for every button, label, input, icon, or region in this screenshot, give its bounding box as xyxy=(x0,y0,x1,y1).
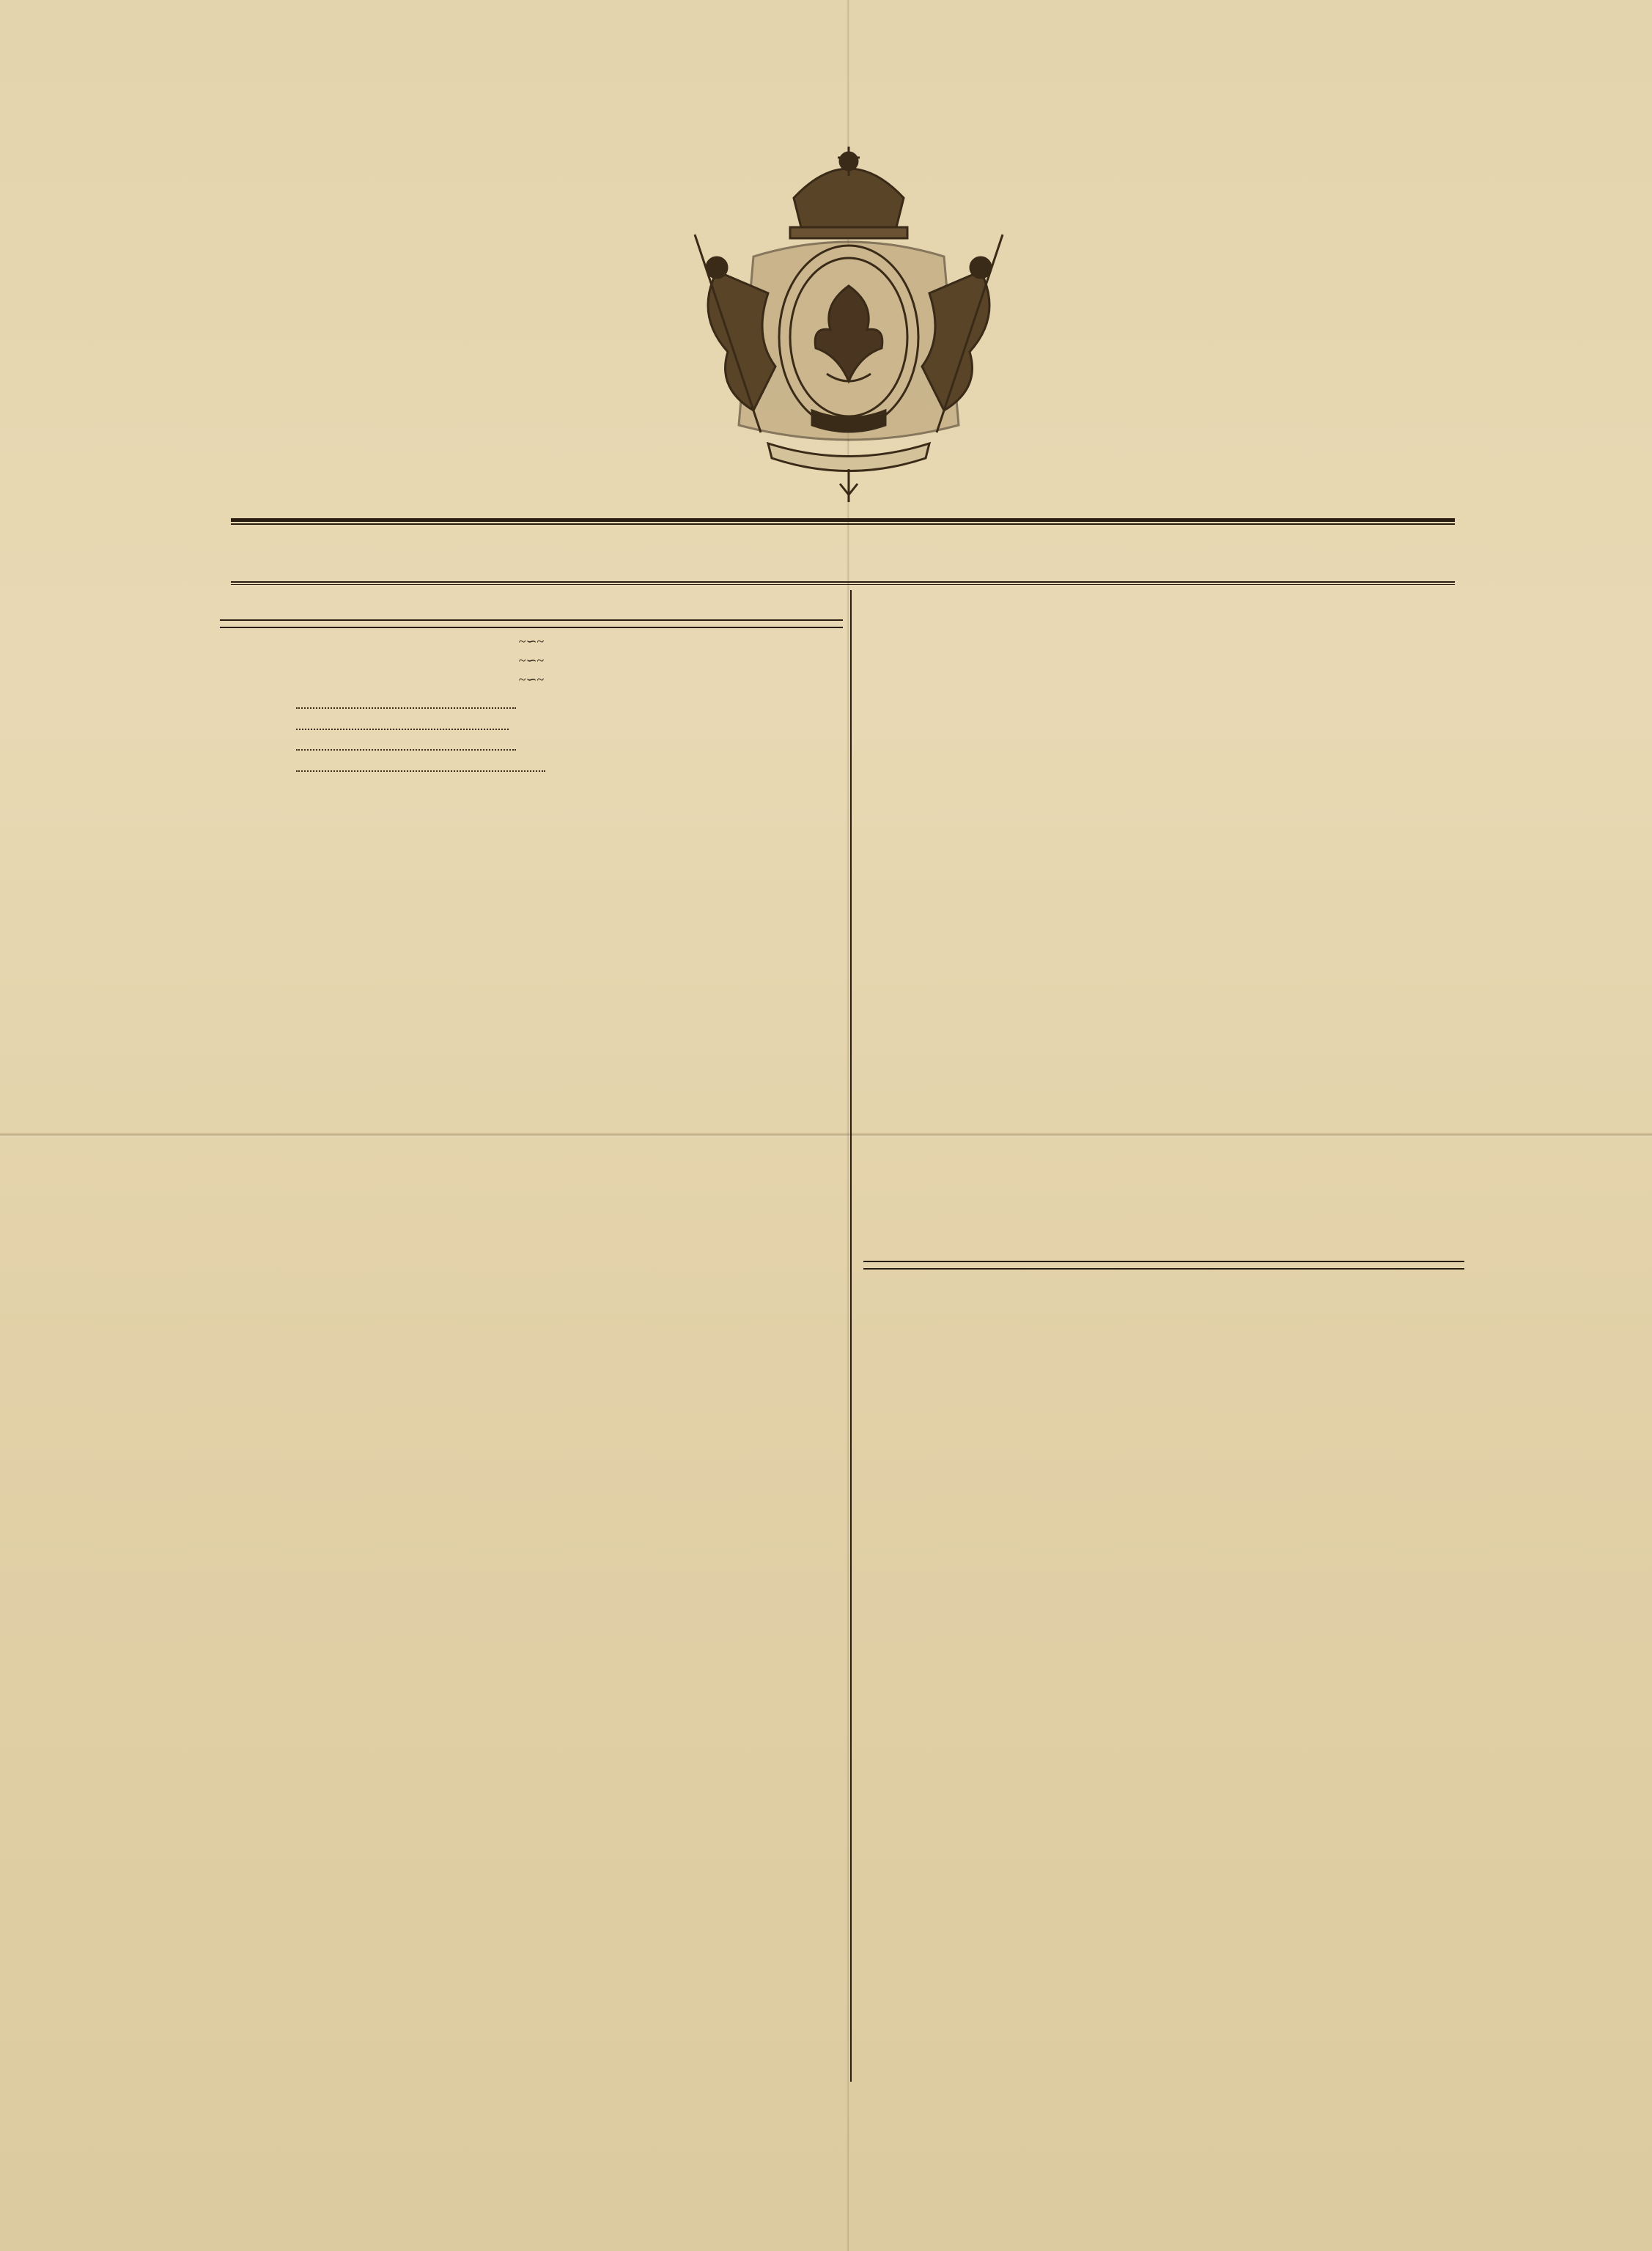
row-value xyxy=(638,714,711,735)
masthead-rule xyxy=(231,518,1455,522)
left-column: ~∽~ ~∽~ ~∽~ xyxy=(220,612,843,776)
imperial-coat-of-arms-icon xyxy=(665,147,1032,506)
column-divider xyxy=(850,590,852,2082)
right-column-text xyxy=(863,1250,1464,1277)
dateline-rule xyxy=(231,581,1455,583)
archive-watermark xyxy=(1335,13,1643,28)
fold-crease-horizontal xyxy=(0,1132,1652,1137)
right-column xyxy=(854,612,1480,621)
masthead-rule-thin xyxy=(231,523,1455,525)
prefectura-table xyxy=(293,693,711,776)
row-value xyxy=(638,756,711,777)
table-row xyxy=(293,714,711,735)
row-value xyxy=(638,693,711,714)
table-row xyxy=(293,734,711,756)
row-value xyxy=(638,734,711,756)
dateline-rule-2 xyxy=(231,584,1455,585)
table-row xyxy=(293,756,711,777)
table-row xyxy=(293,693,711,714)
